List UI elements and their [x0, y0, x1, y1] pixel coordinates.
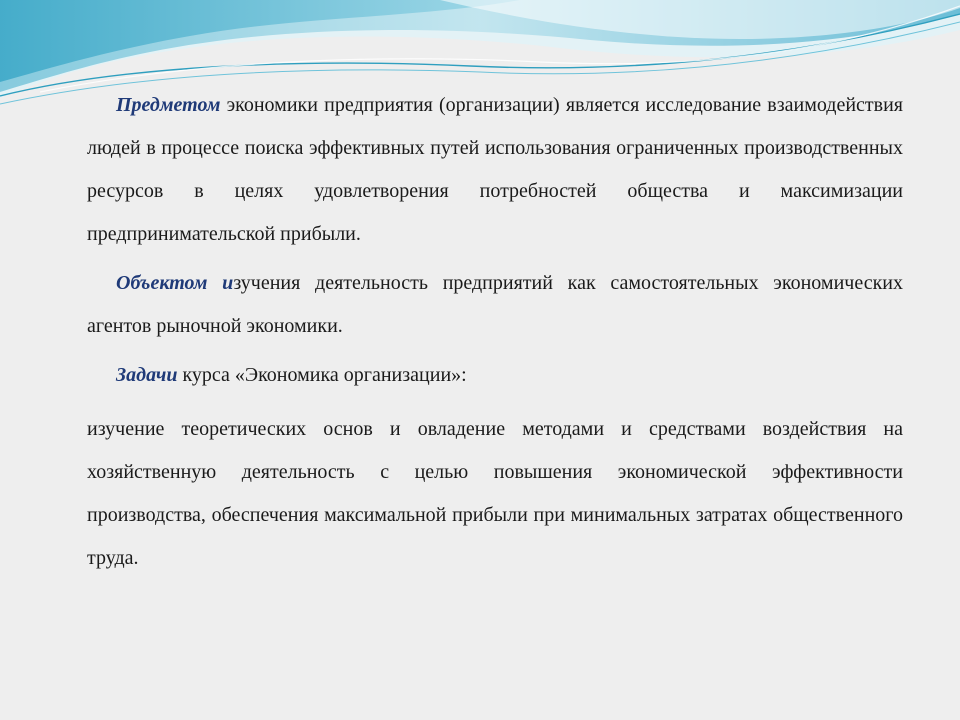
keyword-object: Объектом: [116, 272, 208, 294]
keyword-subject: Предметом: [116, 94, 221, 116]
paragraph-tasks-detail-text: изучение теоретических основ и овладение методами и средствами воздействия на хозяйственную деятельность с целью повышения экономической эффективности производства, обеспечения максимальной прибыли при минимальных затратах общественного труда.: [87, 418, 903, 569]
paragraph-tasks-text: курса «Экономика организации»:: [177, 364, 467, 386]
keyword-object-tail: и: [207, 272, 234, 294]
keyword-tasks: Задачи: [116, 364, 178, 386]
slide-body: [87, 84, 903, 580]
paragraph-subject-text: экономики предприятия (организации) является исследование взаимодействия людей в процессе поиска эффективных путей использования ограниченных производственных ресурсов в целях удовлетворения потребностей общества и максимизации предпринимательской прибыли.: [87, 94, 903, 245]
paragraph-object: [87, 262, 903, 348]
paragraph-subject: [87, 84, 903, 256]
paragraph-tasks: [87, 354, 903, 397]
paragraph-object-text: зучения деятельность предприятий как самостоятельных экономических агентов рыночной экономики.: [87, 272, 903, 337]
paragraph-tasks-detail: [87, 408, 903, 580]
